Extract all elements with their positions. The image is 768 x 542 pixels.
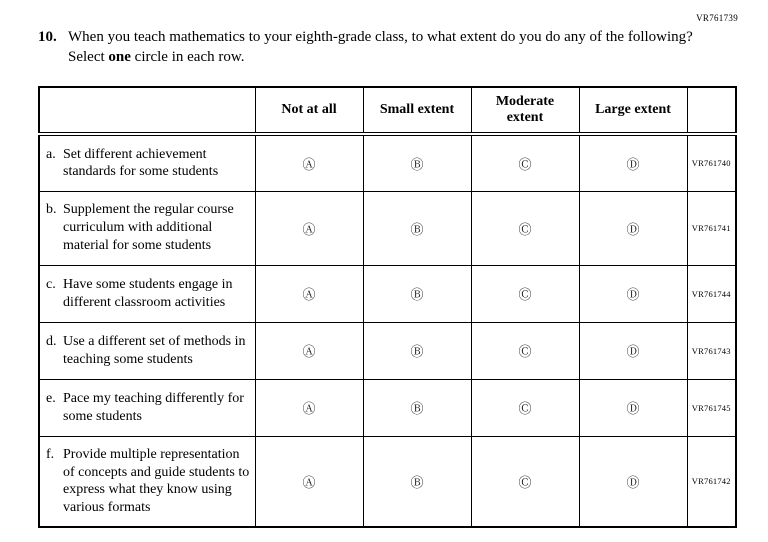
option-circle-small-extent[interactable]: Ⓑ <box>410 402 424 418</box>
row-letter: a. <box>46 146 56 162</box>
row-letter: b. <box>46 202 57 218</box>
option-circle-small-extent[interactable]: Ⓑ <box>410 288 424 304</box>
row-text: Use a different set of methods in teaching some students <box>63 333 246 367</box>
extent-table <box>38 86 737 528</box>
question-text-bold: one <box>108 48 131 65</box>
option-cell-moderate-extent <box>471 265 579 322</box>
option-circle-not-at-all[interactable]: Ⓐ <box>302 288 316 304</box>
option-cell-moderate-extent <box>471 134 579 191</box>
option-cell-moderate-extent <box>471 436 579 527</box>
option-circle-large-extent[interactable]: Ⓓ <box>626 475 640 491</box>
option-cell-small-extent <box>363 191 471 265</box>
option-cell-small-extent <box>363 134 471 191</box>
option-cell-large-extent <box>579 436 687 527</box>
option-circle-moderate-extent[interactable]: Ⓒ <box>518 345 532 361</box>
option-circle-not-at-all[interactable]: Ⓐ <box>302 475 316 491</box>
option-cell-not-at-all <box>255 436 363 527</box>
row-code: VR761742 <box>687 436 736 527</box>
row-statement <box>39 265 255 322</box>
option-cell-small-extent <box>363 265 471 322</box>
header-moderate-extent: Moderate extent <box>471 87 579 134</box>
option-cell-small-extent <box>363 436 471 527</box>
option-circle-large-extent[interactable]: Ⓓ <box>626 288 640 304</box>
row-letter: c. <box>46 276 56 292</box>
option-circle-small-extent[interactable]: Ⓑ <box>410 345 424 361</box>
option-circle-moderate-extent[interactable]: Ⓒ <box>518 222 532 238</box>
row-statement <box>39 191 255 265</box>
table-row <box>39 322 736 379</box>
option-circle-small-extent[interactable]: Ⓑ <box>410 222 424 238</box>
option-circle-large-extent[interactable]: Ⓓ <box>626 345 640 361</box>
question-block <box>38 28 728 67</box>
table-body <box>39 134 736 527</box>
row-code: VR761740 <box>687 134 736 191</box>
option-circle-not-at-all[interactable]: Ⓐ <box>302 222 316 238</box>
table-row <box>39 191 736 265</box>
question-text-part2: circle in each row. <box>130 48 245 65</box>
option-cell-small-extent <box>363 379 471 436</box>
row-letter: f. <box>46 446 55 462</box>
row-code: VR761744 <box>687 265 736 322</box>
option-circle-moderate-extent[interactable]: Ⓒ <box>518 157 532 173</box>
option-circle-moderate-extent[interactable]: Ⓒ <box>518 288 532 304</box>
option-cell-moderate-extent <box>471 379 579 436</box>
row-statement <box>39 379 255 436</box>
option-cell-moderate-extent <box>471 322 579 379</box>
option-circle-not-at-all[interactable]: Ⓐ <box>302 402 316 418</box>
option-cell-large-extent <box>579 322 687 379</box>
option-cell-not-at-all <box>255 265 363 322</box>
row-text: Set different achievement standards for some students <box>63 146 219 180</box>
question-number: 10. <box>38 29 57 45</box>
table-row <box>39 436 736 527</box>
table-row <box>39 379 736 436</box>
row-text: Have some students engage in different classroom activities <box>63 276 233 310</box>
row-statement <box>39 322 255 379</box>
table-header <box>39 87 736 134</box>
option-circle-large-extent[interactable]: Ⓓ <box>626 402 640 418</box>
question-text-part1: When you teach mathematics to your eighth-grade class, to what extent do you do any of the following? Select <box>68 29 693 65</box>
row-letter: d. <box>46 333 57 349</box>
page-code: VR761739 <box>696 13 738 23</box>
option-cell-not-at-all <box>255 322 363 379</box>
option-circle-large-extent[interactable]: Ⓓ <box>626 222 640 238</box>
row-letter: e. <box>46 390 56 406</box>
option-circle-moderate-extent[interactable]: Ⓒ <box>518 475 532 491</box>
option-cell-not-at-all <box>255 379 363 436</box>
option-cell-small-extent <box>363 322 471 379</box>
row-text: Pace my teaching differently for some students <box>63 390 244 424</box>
option-circle-small-extent[interactable]: Ⓑ <box>410 475 424 491</box>
table-row <box>39 134 736 191</box>
row-code: VR761743 <box>687 322 736 379</box>
row-statement <box>39 134 255 191</box>
header-code-empty <box>687 87 736 134</box>
row-statement <box>39 436 255 527</box>
header-small-extent: Small extent <box>363 87 471 134</box>
option-cell-large-extent <box>579 191 687 265</box>
option-circle-large-extent[interactable]: Ⓓ <box>626 157 640 173</box>
option-cell-large-extent <box>579 134 687 191</box>
option-circle-not-at-all[interactable]: Ⓐ <box>302 345 316 361</box>
row-code: VR761741 <box>687 191 736 265</box>
option-circle-small-extent[interactable]: Ⓑ <box>410 157 424 173</box>
option-cell-large-extent <box>579 379 687 436</box>
header-not-at-all: Not at all <box>255 87 363 134</box>
option-cell-not-at-all <box>255 134 363 191</box>
row-text: Supplement the regular course curriculum with additional material for some students <box>63 202 234 254</box>
option-cell-large-extent <box>579 265 687 322</box>
question-text <box>68 28 728 67</box>
row-text: Provide multiple representation of concepts and guide students to express what they know using various formats <box>63 446 250 516</box>
option-circle-not-at-all[interactable]: Ⓐ <box>302 157 316 173</box>
table-row <box>39 265 736 322</box>
option-circle-moderate-extent[interactable]: Ⓒ <box>518 402 532 418</box>
header-large-extent: Large extent <box>579 87 687 134</box>
option-cell-moderate-extent <box>471 191 579 265</box>
row-code: VR761745 <box>687 379 736 436</box>
option-cell-not-at-all <box>255 191 363 265</box>
header-stem-empty <box>39 87 255 134</box>
